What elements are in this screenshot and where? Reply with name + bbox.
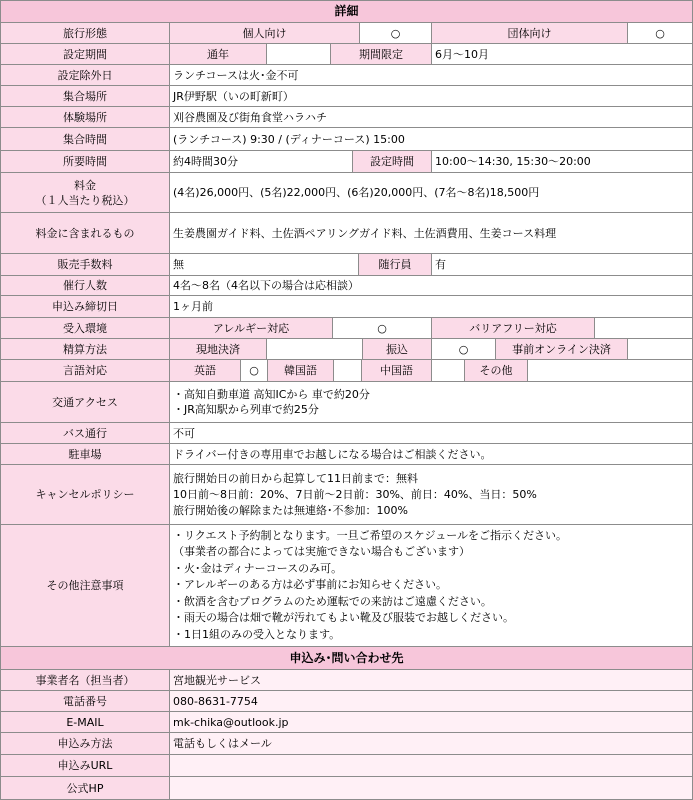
period-blank bbox=[266, 43, 331, 65]
duration-value: 約4時間30分 bbox=[169, 150, 353, 173]
price-label bbox=[0, 172, 170, 213]
meeting-place-value: JR伊野駅（いの町新町） bbox=[169, 85, 693, 107]
homepage-value bbox=[169, 776, 693, 800]
access-line: ・JR高知駅から列車で約25分 bbox=[173, 403, 319, 416]
other-language-option: その他 bbox=[464, 359, 528, 382]
notes-label: その他注意事項 bbox=[0, 524, 170, 647]
excluded-days-value: ランチコースは火･金不可 bbox=[169, 64, 693, 86]
escort-value: 有 bbox=[431, 253, 693, 276]
venue-value: 刈谷農園及び街角食堂ハラハチ bbox=[169, 106, 693, 128]
duration-label: 所要時間 bbox=[0, 150, 170, 173]
contact-header: 申込み･問い合わせ先 bbox=[0, 646, 693, 670]
barrier-free-option: バリアフリー対応 bbox=[431, 317, 595, 339]
chinese-option: 中国語 bbox=[361, 359, 432, 382]
acceptance-label: 受入環境 bbox=[0, 317, 170, 339]
excluded-days-label: 設定除外日 bbox=[0, 64, 170, 86]
note-line: ・リクエスト予約制となります。一旦ご希望のスケジュールをご指示ください。 bbox=[173, 528, 568, 542]
included-value: 生姜農園ガイド料、土佐酒ペアリングガイド料、土佐酒費用、生姜コース料理 bbox=[169, 212, 693, 254]
cancel-policy-line: 旅行開始日の前日から起算して11日前まで：無料 bbox=[173, 471, 418, 485]
onsite-payment-option: 現地決済 bbox=[169, 338, 267, 360]
cancel-policy-value bbox=[169, 464, 693, 525]
group-option: 団体向け bbox=[431, 22, 628, 44]
english-option: 英語 bbox=[169, 359, 241, 382]
note-line: ・火･金はディナーコースのみ可。 bbox=[173, 561, 343, 575]
language-label: 言語対応 bbox=[0, 359, 170, 382]
korean-mark bbox=[333, 359, 362, 382]
travel-type-label: 旅行形態 bbox=[0, 22, 170, 44]
bus-label: バス通行 bbox=[0, 422, 170, 444]
escort-label: 随行員 bbox=[358, 253, 432, 276]
apply-url-value bbox=[169, 754, 693, 777]
set-time-label: 設定時間 bbox=[352, 150, 432, 173]
individual-mark: ○ bbox=[359, 22, 432, 44]
cancel-policy-line: 旅行開始後の解除または無連絡･不参加：100% bbox=[173, 503, 408, 517]
individual-option: 個人向け bbox=[169, 22, 360, 44]
english-mark: ○ bbox=[240, 359, 268, 382]
price-label-line1: 料金 bbox=[74, 178, 96, 192]
meeting-time-value: (ランチコース) 9:30 / (ディナーコース) 15:00 bbox=[169, 127, 693, 151]
deadline-value: 1ヶ月前 bbox=[169, 295, 693, 318]
period-label: 設定期間 bbox=[0, 43, 170, 65]
cancel-policy-label: キャンセルポリシー bbox=[0, 464, 170, 525]
apply-method-value: 電話もしくはメール bbox=[169, 732, 693, 755]
access-line: ・高知自動車道 高知ICから 車で約20分 bbox=[173, 388, 370, 401]
operator-label: 事業者名（担当者） bbox=[0, 669, 170, 691]
access-label: 交通アクセス bbox=[0, 381, 170, 423]
other-language-mark bbox=[527, 359, 693, 382]
phone-value: 080-8631-7754 bbox=[169, 690, 693, 712]
chinese-mark bbox=[431, 359, 465, 382]
note-line: ・1日1組のみの受入となります。 bbox=[173, 627, 341, 641]
group-mark: ○ bbox=[627, 22, 693, 44]
homepage-label: 公式HP bbox=[0, 776, 170, 800]
parking-value: ドライバー付きの専用車でお越しになる場合はご相談ください。 bbox=[169, 443, 693, 465]
access-value bbox=[169, 381, 693, 423]
operator-value: 宮地観光サービス bbox=[169, 669, 693, 691]
set-time-value: 10:00～14:30, 15:30～20:00 bbox=[431, 150, 693, 173]
email-value: mk-chika@outlook.jp bbox=[169, 711, 693, 733]
detail-header: 詳細 bbox=[0, 0, 693, 23]
email-label: E-MAIL bbox=[0, 711, 170, 733]
period-value: 通年 bbox=[169, 43, 267, 65]
apply-method-label: 申込み方法 bbox=[0, 732, 170, 755]
parking-label: 駐車場 bbox=[0, 443, 170, 465]
participants-value: 4名～8名（4名以下の場合は応相談） bbox=[169, 275, 693, 296]
limited-period-value: 6月～10月 bbox=[431, 43, 693, 65]
commission-value: 無 bbox=[169, 253, 359, 276]
price-label-line2: （１人当たり税込） bbox=[35, 193, 135, 207]
venue-label: 体験場所 bbox=[0, 106, 170, 128]
onsite-payment-mark bbox=[266, 338, 363, 360]
note-line: ・アレルギーのある方は必ず事前にお知らせください。 bbox=[173, 578, 447, 592]
note-line: （事業者の都合によっては実施できない場合もございます） bbox=[173, 545, 470, 559]
online-payment-mark bbox=[627, 338, 693, 360]
note-line: ・雨天の場合は畑で靴が汚れてもよい靴及び服装でお越しください。 bbox=[173, 611, 514, 625]
participants-label: 催行人数 bbox=[0, 275, 170, 296]
price-value: (4名)26,000円、(5名)22,000円、(6名)20,000円、(7名～8名)18,500円 bbox=[169, 172, 693, 213]
note-line: ・飲酒を含むプログラムのため運転での来訪はご遠慮ください。 bbox=[173, 594, 492, 608]
transfer-mark: ○ bbox=[431, 338, 496, 360]
korean-option: 韓国語 bbox=[267, 359, 334, 382]
barrier-free-mark bbox=[594, 317, 693, 339]
apply-url-label: 申込みURL bbox=[0, 754, 170, 777]
notes-value bbox=[169, 524, 693, 647]
online-payment-option: 事前オンライン決済 bbox=[495, 338, 628, 360]
allergy-mark: ○ bbox=[332, 317, 432, 339]
transfer-option: 振込 bbox=[362, 338, 432, 360]
included-label: 料金に含まれるもの bbox=[0, 212, 170, 254]
deadline-label: 申込み締切日 bbox=[0, 295, 170, 318]
meeting-place-label: 集合場所 bbox=[0, 85, 170, 107]
bus-value: 不可 bbox=[169, 422, 693, 444]
payment-label: 精算方法 bbox=[0, 338, 170, 360]
phone-label: 電話番号 bbox=[0, 690, 170, 712]
meeting-time-label: 集合時間 bbox=[0, 127, 170, 151]
limited-period-label: 期間限定 bbox=[330, 43, 432, 65]
cancel-policy-line: 10日前～8日前：20%、7日前～2日前：30%、前日：40%、当日：50% bbox=[173, 487, 537, 501]
commission-label: 販売手数料 bbox=[0, 253, 170, 276]
allergy-option: アレルギー対応 bbox=[169, 317, 333, 339]
